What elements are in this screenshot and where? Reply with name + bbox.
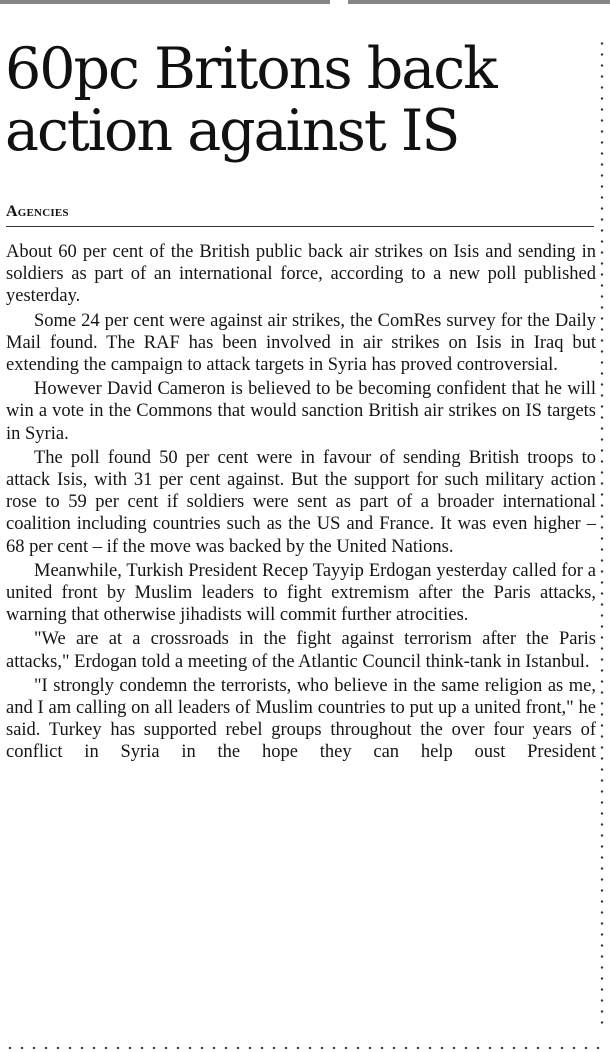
top-border-rule (0, 0, 610, 4)
headline: 60pc Britons back action against IS (5, 36, 496, 164)
bottom-dotted-border (4, 1046, 604, 1050)
paragraph-4: The poll found 50 per cent were in favour of sending British troops to attack Isis, with 31 per cent against. But the support for such military action rose to 59 per cent if soldiers were sent as part of a broader international coalition including countries such as the US and France. It was even higher – 68 per cent – if the move was backed by the United Nations. (6, 447, 596, 557)
paragraph-5: Meanwhile, Turkish President Recep Tayyip Erdogan yesterday called for a united front by Muslim leaders to fight extremism after the Paris attacks, warning that otherwise jihadists will commit further atrocities. (6, 560, 596, 626)
paragraph-2: Some 24 per cent were against air strikes, the ComRes survey for the Daily Mail found. The RAF has been involved in air strikes on Isis in Iraq but extending the campaign to attack targets in Syria has proved controversial. (6, 310, 596, 376)
byline-rule (6, 226, 594, 227)
paragraph-7: "I strongly condemn the terrorists, who believe in the same religion as me, and I am calling on all leaders of Muslim countries to put up a united front," he said. Turkey has supported rebel groups throughout the over four years of conflict in Syria in the hope they can help oust President (6, 675, 596, 763)
article-body (6, 241, 596, 766)
byline: Agencies (6, 203, 69, 220)
paragraph-3: However David Cameron is believed to be becoming confident that he will win a vote in the Commons that would sanction British air strikes on IS targets in Syria. (6, 379, 596, 444)
paragraph-1: About 60 per cent of the British public back air strikes on Isis and sending in soldiers as part of an international force, according to a new poll published yesterday. (6, 242, 596, 307)
right-dotted-border (600, 38, 604, 1026)
paragraph-6: "We are at a crossroads in the fight against terrorism after the Paris attacks," Erdogan told a meeting of the Atlantic Council think-tank in Istanbul. (6, 629, 596, 672)
